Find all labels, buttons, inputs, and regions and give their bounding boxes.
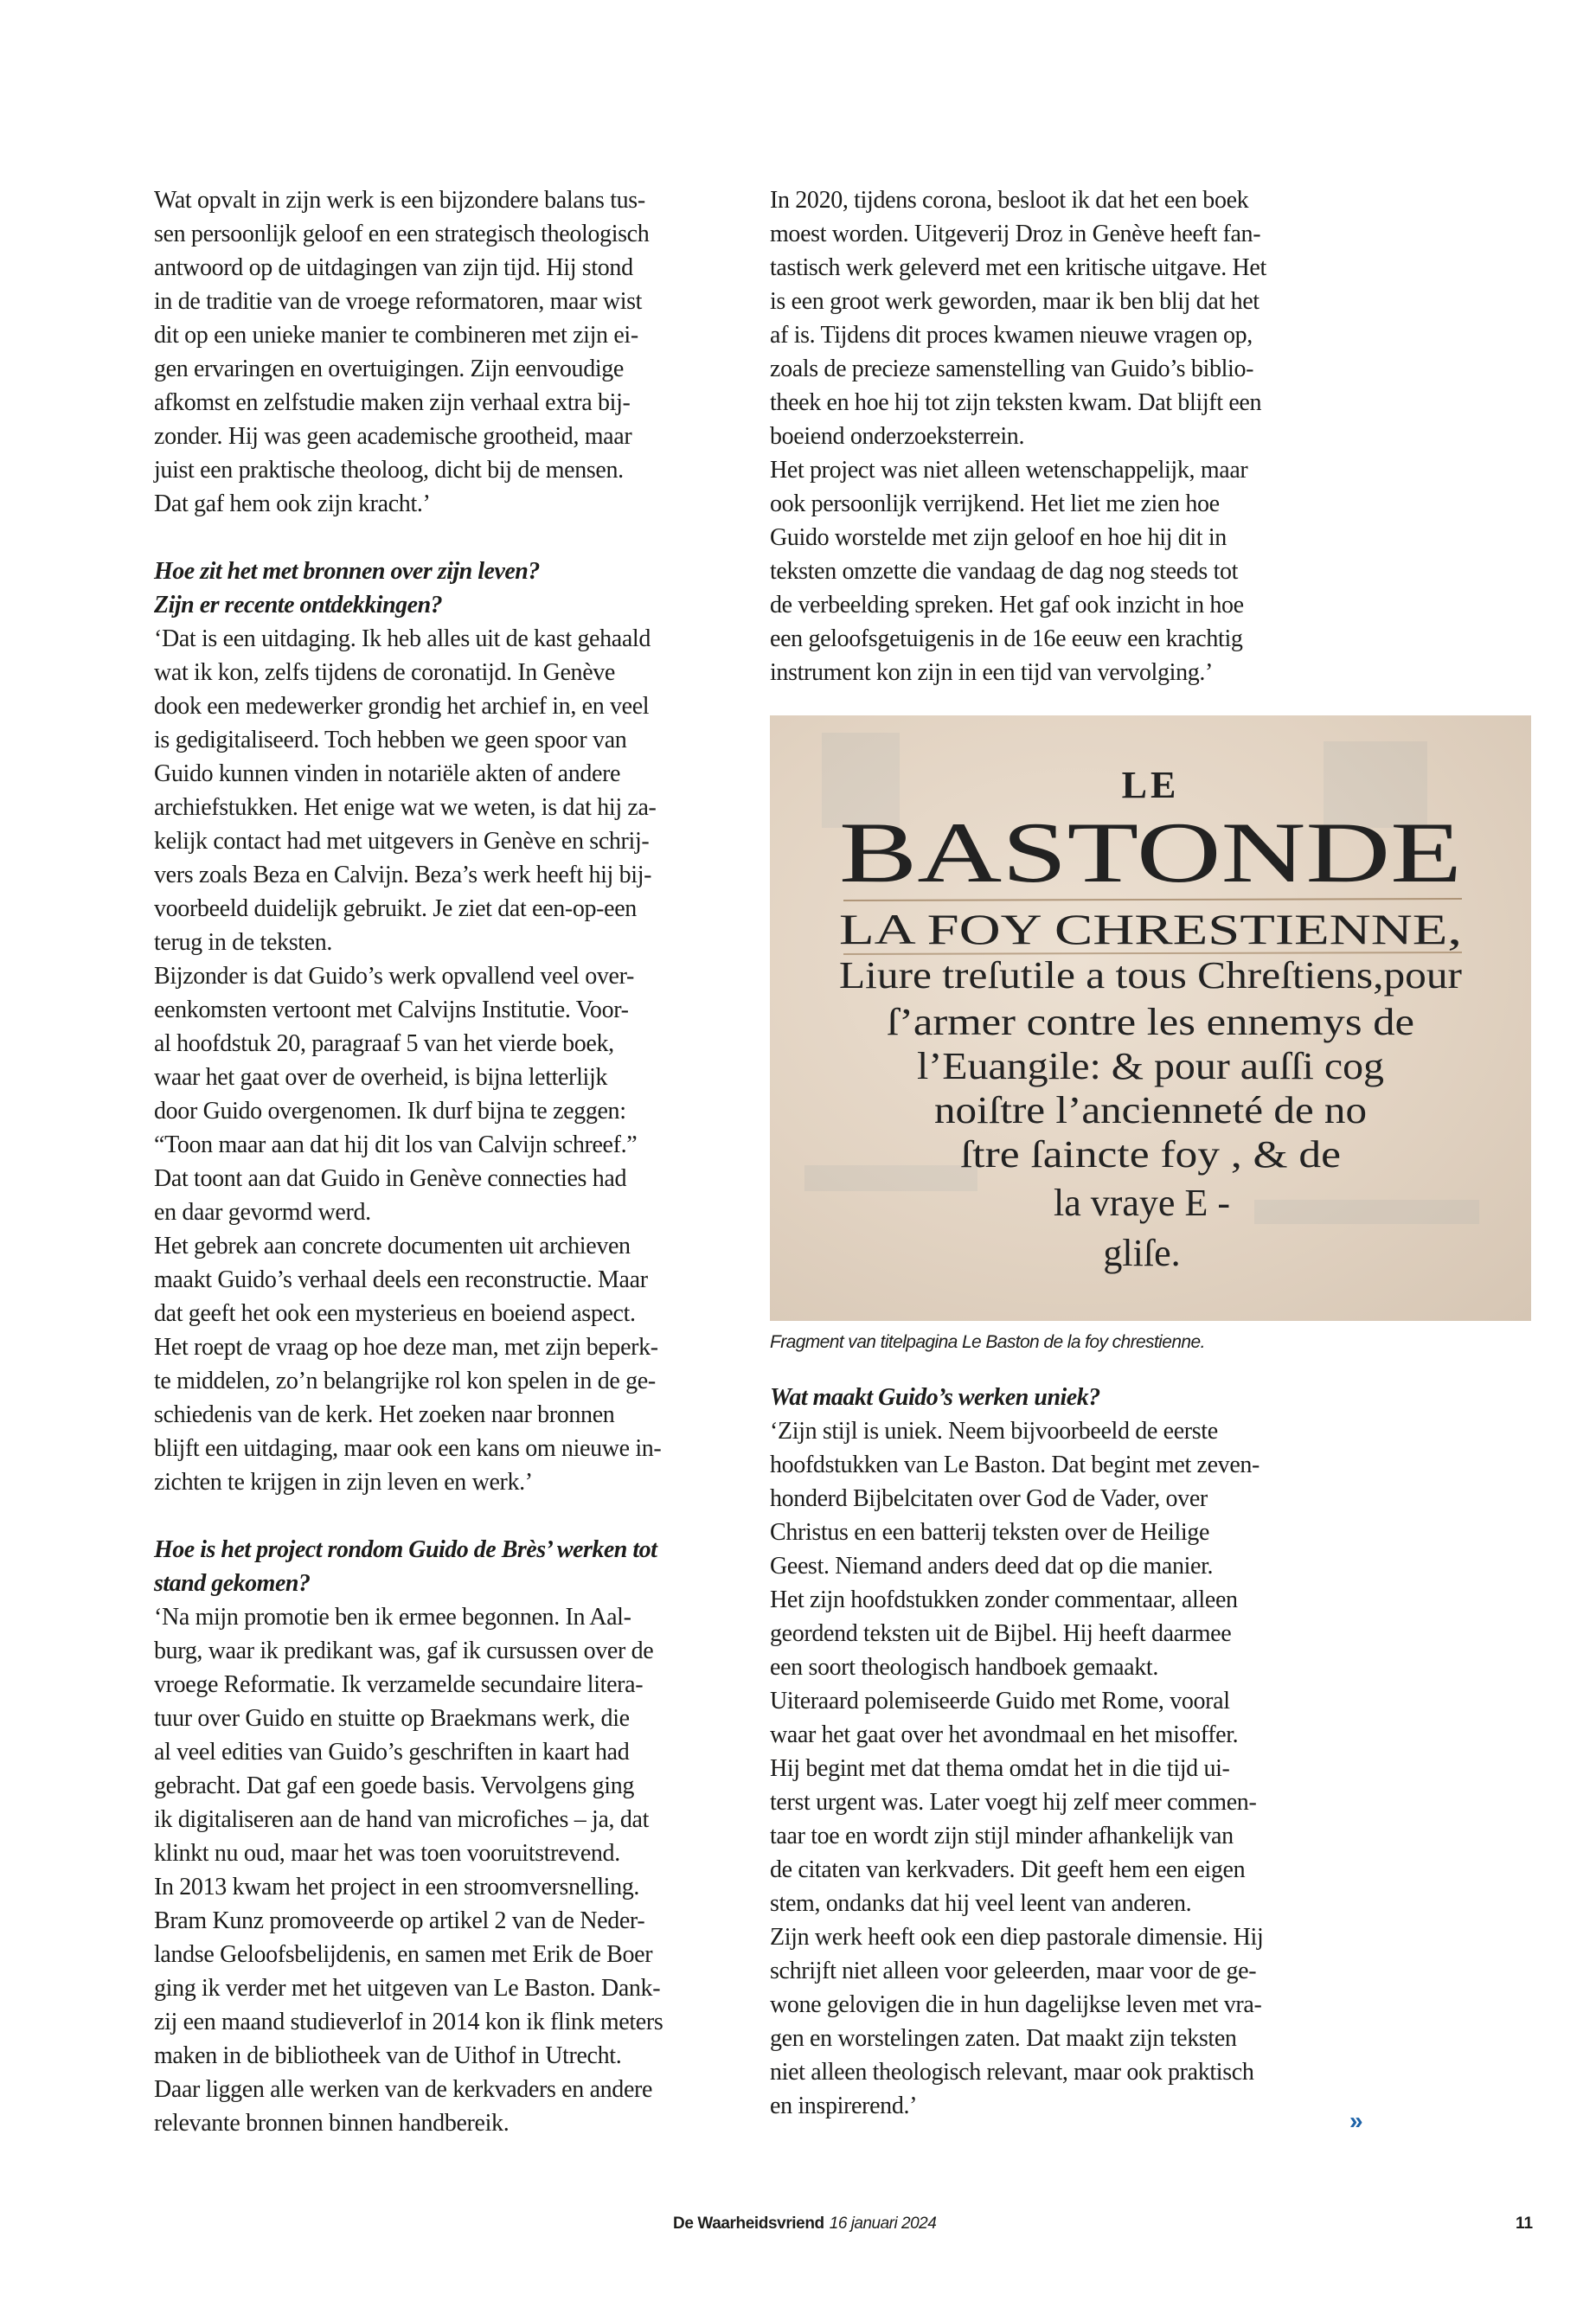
paragraph: ‘Dat is een uitdaging. Ik heb alles uit de kast gehaald wat ik kon, zelfs tijdens de coronatijd. In Genève dook een medewerker grondig het archief in, en veel is gedigitaliseerd. Toch hebben we geen spoor van Guido kunnen vinden in notariële akten of andere archiefstukken. Het enige wat we weten, is dat hij za- kelijk contact had met uitgevers in Genève en schrij- vers zoals Beza en Calvijn. Beza’s werk heeft hij bij- voorbeeld duidelijk gebruikt. Je ziet dat een-op-een terug in de teksten.	[154, 625, 657, 956]
publication-name: De Waarheidsvriend	[673, 2214, 824, 2233]
photo-caption: Fragment van titelpagina Le Baston de la foy chrestienne.	[770, 1332, 1205, 1352]
photo-line: gliſe.	[1103, 1232, 1181, 1274]
photo-line: LA FOY CHRESTIENNE,	[839, 905, 1462, 953]
footer	[673, 2214, 936, 2234]
continue-arrow-icon: »	[1349, 2107, 1363, 2134]
photo-line: ſ’armer contre les ennemys de	[887, 1001, 1414, 1043]
paragraph: In 2013 kwam het project in een stroomversnelling. Bram Kunz promoveerde op artikel 2 van de Neder- landse Geloofsbelijdenis, en samen met Erik de Boer ging ik verder met het uitgeven van Le Baston. Dank- zij een maand studieverlof in 2014 kon ik flink meters maken in de bibliotheek van de Uithof in Utrecht. Daar liggen alle werken van de kerkvaders en andere relevante bronnen binnen handbereik.	[154, 1874, 663, 2137]
paragraph: In 2020, tijdens corona, besloot ik dat het een boek moest worden. Uitgeverij Droz in Genève heeft fan- tastisch werk geleverd met een kritische uitgave. Het is een groot werk geworden, maar ik ben blij dat het af is. Tijdens dit proces kwamen nieuwe vragen op, zoals de precieze samenstelling van Guido’s biblio- theek en hoe hij tot zijn teksten kwam. Dat blijft een boeiend onderzoeksterrein.	[770, 187, 1266, 450]
interview-question: Wat maakt Guido’s werken uniek?	[770, 1384, 1100, 1411]
paragraph: Zijn werk heeft ook een diep pastorale dimensie. Hij schrijft niet alleen voor geleerden, maar voor de ge- wone gelovigen die in hun dagelijkse leven met vra- gen en worstelingen zaten. Dat maakt zijn teksten niet alleen theologisch relevant, maar ook praktisch en inspirerend.’	[770, 1924, 1264, 2119]
title-page-photo	[770, 715, 1531, 1321]
photo-line: BASTONDE	[839, 804, 1462, 901]
right-column-top	[770, 183, 1531, 689]
photo-line: ſtre ſaincte foy , & de	[960, 1133, 1341, 1176]
photo-line: la vraye E -	[1054, 1182, 1230, 1224]
interview-question: Hoe is het project rondom Guido de Brès’ werken tot stand gekomen?	[154, 1536, 657, 1597]
paragraph: Wat opvalt in zijn werk is een bijzondere balans tus- sen persoonlijk geloof en een strategisch theologisch antwoord op de uitdagingen van zijn tijd. Hij stond in de traditie van de vroege reformatoren, maar wist dit op een unieke manier te combineren met zijn ei- gen ervaringen en overtuigingen. Zijn eenvoudige afkomst en zelfstudie maken zijn verhaal extra bij- zonder. Hij was geen academische grootheid, maar juist een praktische theoloog, dicht bij de mensen. Dat gaf hem ook zijn kracht.’	[154, 187, 650, 517]
paragraph: Bijzonder is dat Guido’s werk opvallend veel over- eenkomsten vertoont met Calvijns Institutie. Voor- al hoofdstuk 20, paragraaf 5 van het vierde boek, waar het gaat over de overheid, is bijna letterlijk door Guido overgenomen. Ik durf bijna te zeggen: “Toon maar aan dat hij dit los van Calvijn schreef.” Dat toont aan dat Guido in Genève connecties had en daar gevormd werd.	[154, 963, 638, 1226]
photo-line: noiſtre l’ancienneté de no	[934, 1089, 1367, 1131]
right-column-bottom	[770, 1381, 1531, 2123]
paragraph: Uiteraard polemiseerde Guido met Rome, vooral waar het gaat over het avondmaal en het misoffer. Hij begint met dat thema omdat het in die tijd ui- terst urgent was. Later voegt hij zelf meer commen- taar toe en wordt zijn stijl minder afhankelijk van de citaten van kerkvaders. Dit geeft hem een eigen stem, ondanks dat hij veel leent van anderen.	[770, 1688, 1257, 1917]
left-column	[154, 183, 734, 2140]
publication-date: 16 januari 2024	[829, 2214, 937, 2233]
photo-line: LE	[1121, 764, 1180, 806]
paragraph: Het project was niet alleen wetenschappelijk, maar ook persoonlijk verrijkend. Het liet me zien hoe Guido worstelde met zijn geloof en hoe hij dit in teksten omzette die vandaag de dag nog steeds tot de verbeelding spreken. Het gaf ook inzicht in hoe een geloofsgetuigenis in de 16e eeuw een krachtig instrument kon zijn in een tijd van vervolging.’	[770, 457, 1248, 686]
page-number: 11	[1516, 2214, 1534, 2233]
paragraph: ‘Zijn stijl is uniek. Neem bijvoorbeeld de eerste hoofdstukken van Le Baston. Dat begint met zeven- honderd Bijbelcitaten over God de Vader, over Christus en een batterij teksten over de Heilige Geest. Niemand anders deed dat op die manier. Het zijn hoofdstukken zonder commentaar, alleen geordend teksten uit de Bijbel. Hij heeft daarmee een soort theologisch handboek gemaakt.	[770, 1418, 1260, 1681]
paragraph: Het gebrek aan concrete documenten uit archieven maakt Guido’s verhaal deels een reconstructie. Maar dat geeft het ook een mysterieus en boeiend aspect. Het roept de vraag op hoe deze man, met zijn beperk- te middelen, zo’n belangrijke rol kon spelen in de ge- schiedenis van de kerk. Het zoeken naar bronnen blijft een uitdaging, maar ook een kans om nieuwe in- zichten te krijgen in zijn leven en werk.’	[154, 1233, 662, 1496]
photo-line: l’Euangile: & pour auſſi cog	[917, 1045, 1384, 1087]
photo-line: Liure treſutile a tous Chreſtiens,pour	[839, 954, 1463, 997]
paragraph: ‘Na mijn promotie ben ik ermee begonnen. In Aal- burg, waar ik predikant was, gaf ik cursussen over de vroege Reformatie. Ik verzamelde secundaire litera- tuur over Guido en stuitte op Braekmans werk, die al veel edities van Guido’s geschriften in kaart had gebracht. Dat gaf een goede basis. Vervolgens ging ik digitaliseren aan de hand van microfiches – ja, dat klinkt nu oud, maar het was toen vooruitstrevend.	[154, 1604, 654, 1867]
interview-question: Hoe zit het met bronnen over zijn leven? Zijn er recente ontdekkingen?	[154, 558, 540, 619]
